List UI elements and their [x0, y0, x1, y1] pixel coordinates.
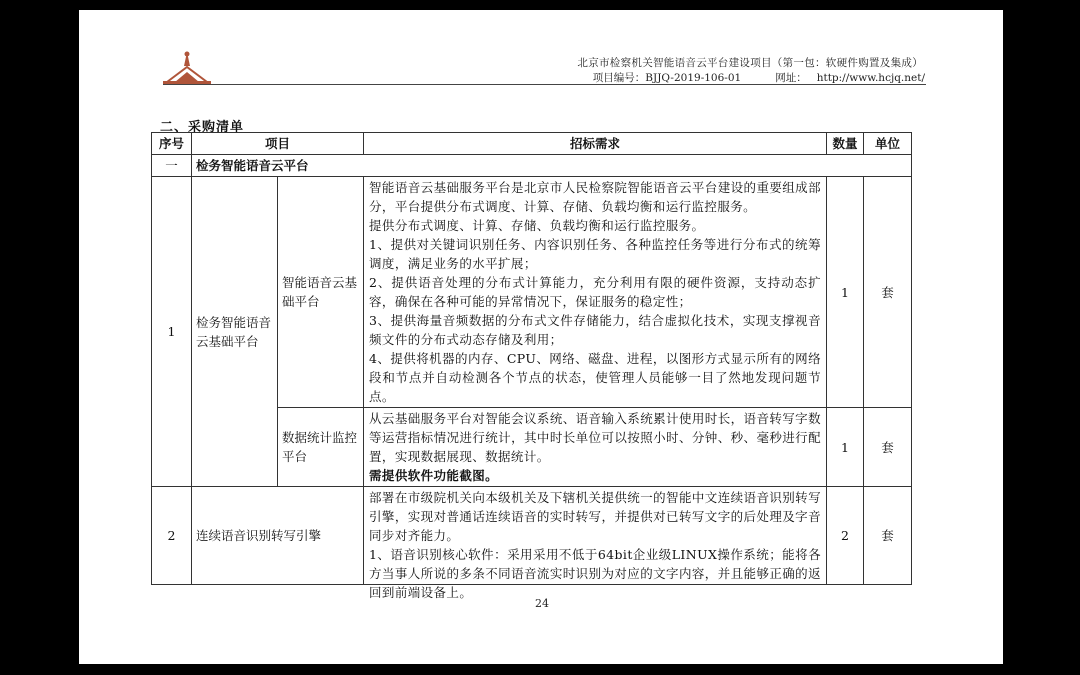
document-page [79, 10, 1003, 664]
row1-sub2-req [364, 408, 827, 487]
req-line: 提供分布式调度、计算、存储、负载均衡和运行监控服务。 [369, 218, 705, 233]
header-rule [163, 84, 926, 85]
row2-name: 连续语音识别转写引擎 [192, 487, 364, 585]
row1-sub1-qty: 1 [827, 177, 864, 408]
website-label: 网址： [775, 72, 807, 84]
row2-req [364, 487, 827, 600]
req-line-bold: 需提供软件功能截图。 [369, 468, 499, 483]
row1-sub2-unit: 套 [864, 408, 912, 487]
req-line: 3、提供海量音频数据的分布式文件存储能力，结合虚拟化技术，实现支撑视音频文件的分布式动态存储及利用； [369, 313, 822, 347]
table-row [152, 487, 912, 585]
req-line: 从云基础服务平台对智能会议系统、语音输入系统累计使用时长，语音转写字数等运营指标情况进行统计，其中时长单位可以按照小时、分钟、秒、毫秒进行配置，实现数据展现、数据统计。 [369, 411, 822, 464]
row1-name: 检务智能语音云基础平台 [192, 177, 278, 487]
row2-unit: 套 [864, 487, 912, 585]
page-number: 24 [535, 597, 549, 610]
row1-sub2-name: 数据统计监控平台 [278, 408, 364, 487]
req-line: 部署在市级院机关向本级机关及下辖机关提供统一的智能中文连续语音识别转写引擎，实现对普通话连续语音的实时转写，并提供对已转写文字的后处理及字音同步对齐能力。 [369, 490, 822, 543]
table-row [152, 177, 912, 408]
row1-sub1-unit: 套 [864, 177, 912, 408]
req-line: 4、提供将机器的内存、CPU、网络、磁盘、进程，以图形方式显示所有的网络段和节点并自动检测各个节点的状态，使管理人员能够一目了然地发现问题节点。 [369, 351, 822, 404]
organization-logo [163, 50, 211, 84]
row2-qty: 2 [827, 487, 864, 585]
req-line: 1、提供对关键词识别任务、内容识别任务、各种监控任务等进行分布式的统筹调度，满足业务的水平扩展； [369, 237, 822, 271]
group-title: 检务智能语音云平台 [192, 155, 912, 177]
col-header-seq: 序号 [152, 133, 192, 155]
row1-sub2-qty: 1 [827, 408, 864, 487]
group-seq: 一 [152, 155, 192, 177]
header-project-info [593, 70, 925, 85]
row1-sub1-name: 智能语音云基础平台 [278, 177, 364, 408]
col-header-req: 招标需求 [364, 133, 827, 155]
col-header-unit: 单位 [864, 133, 912, 155]
procurement-table [151, 132, 912, 600]
project-number: 项目编号：BJJQ-2019-106-01 [592, 72, 742, 84]
website-url: http://www.hcjq.net/ [816, 72, 925, 84]
req-line: 智能语音云基础服务平台是北京市人民检察院智能语音云平台建设的重要组成部分，平台提供分布式调度、计算、存储、负载均衡和运行监控服务。 [369, 180, 822, 214]
group-row [152, 155, 912, 177]
header-title: 北京市检察机关智能语音云平台建设项目（第一包：软硬件购置及集成） [577, 57, 923, 69]
req-line: 1、语音识别核心软件：采用采用不低于64bit企业级LINUX操作系统；能将各方当事人所说的多条不同语音流实时识别为对应的文字内容，并且能够正确的返回到前端设备上。 [369, 547, 822, 600]
col-header-qty: 数量 [827, 133, 864, 155]
table-header-row [152, 133, 912, 155]
row1-seq: 1 [152, 177, 192, 487]
col-header-item: 项目 [192, 133, 364, 155]
section-title: 二、采购清单 [160, 120, 245, 135]
row2-seq: 2 [152, 487, 192, 585]
req-line: 2、提供语音处理的分布式计算能力，充分利用有限的硬件资源，支持动态扩容，确保在各种可能的异常情况下，保证服务的稳定性； [369, 275, 822, 309]
row1-sub1-req [364, 177, 827, 408]
